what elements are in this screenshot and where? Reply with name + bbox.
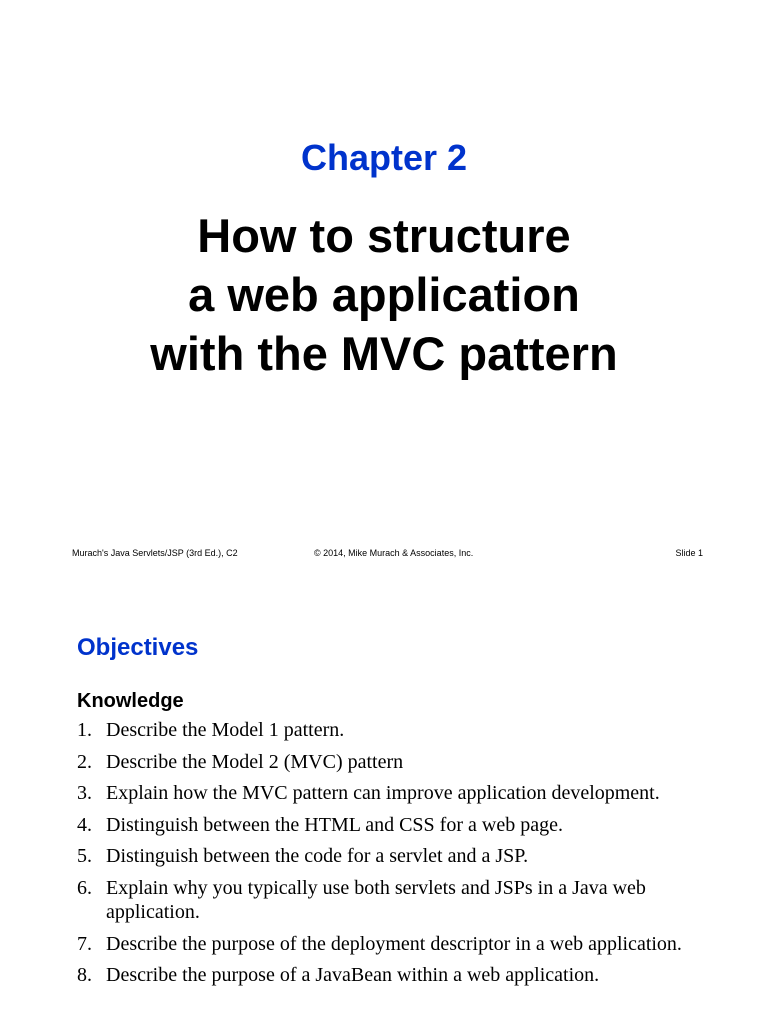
list-item xyxy=(77,750,707,775)
objectives-slide xyxy=(0,576,768,1024)
objectives-heading: Objectives xyxy=(77,634,199,661)
title-line-3: with the MVC pattern xyxy=(150,327,618,380)
footer-book-title: Murach's Java Servlets/JSP (3rd Ed.), C2 xyxy=(72,548,238,558)
footer-copyright: © 2014, Mike Murach & Associates, Inc. xyxy=(314,548,474,558)
list-item-number: 1. xyxy=(77,719,92,741)
list-item-text: Describe the Model 1 pattern. xyxy=(106,719,345,741)
list-item xyxy=(77,718,707,743)
list-item-text: Distinguish between the HTML and CSS for a web page. xyxy=(106,813,563,836)
footer-slide-number: Slide 1 xyxy=(675,548,703,558)
list-item xyxy=(77,844,707,869)
list-item-number: 5. xyxy=(77,845,92,867)
title-line-1: How to structure xyxy=(197,209,571,262)
list-item-text: Describe the purpose of a JavaBean within a web application. xyxy=(106,964,600,986)
list-item-text: Explain how the MVC pattern can improve application development. xyxy=(106,782,660,804)
knowledge-subheading: Knowledge xyxy=(77,690,184,712)
list-item xyxy=(77,963,707,988)
list-item xyxy=(77,781,707,806)
chapter-label: Chapter 2 xyxy=(300,137,468,178)
slide-title xyxy=(0,206,768,383)
list-item-text: Describe the purpose of the deployment descriptor in a web application. xyxy=(106,932,682,955)
objectives-list xyxy=(77,718,707,995)
list-item-number: 7. xyxy=(77,932,92,955)
list-item-number: 3. xyxy=(77,782,92,804)
list-item xyxy=(77,876,707,925)
list-item-number: 2. xyxy=(77,750,92,773)
title-line-2: a web application xyxy=(188,268,580,321)
list-item-number: 6. xyxy=(77,876,92,899)
list-item-text: Distinguish between the code for a servlet and a JSP. xyxy=(106,845,529,867)
list-item-number: 8. xyxy=(77,964,92,986)
list-item-text: Explain why you typically use both servlets and JSPs in a Java web application. xyxy=(106,876,646,923)
list-item xyxy=(77,932,707,957)
list-item-text: Describe the Model 2 (MVC) pattern xyxy=(106,750,404,773)
list-item xyxy=(77,813,707,838)
list-item-number: 4. xyxy=(77,813,92,836)
